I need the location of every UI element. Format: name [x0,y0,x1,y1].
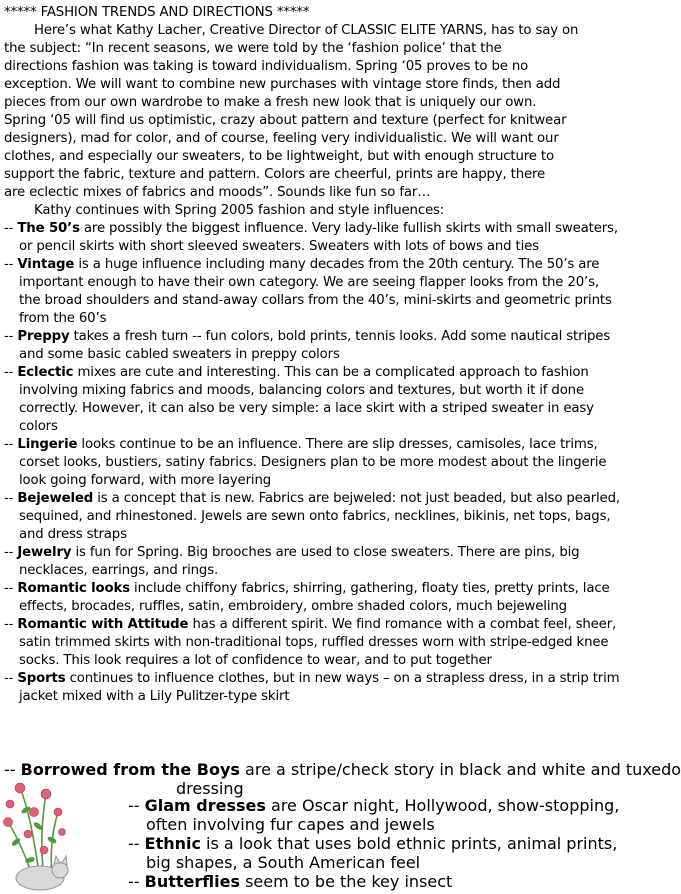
intro-line: Here’s what Kathy Lacher, Creative Director of CLASSIC ELITE YARNS, has to say on [34,23,579,38]
trend-term: Jewelry [17,545,72,560]
trend-text: include chiffony fabrics, shirring, gathering, floaty ties, pretty prints, lace effects, brocades, ruffles, satin, embroidery, ombre shaded colors, much bejeweling [19,581,610,614]
trend-term: Bejeweled [17,491,94,506]
list-item [4,544,622,580]
dash: -- [4,545,14,560]
intro-line: designers), mad for color, and of course, feeling very individualistic. We will want our [4,131,559,146]
dash: -- [4,257,14,272]
list-item [4,328,622,364]
trend-term: Ethnic [144,834,201,853]
dash: -- [4,437,14,452]
dash: -- [4,671,14,686]
dash: -- [4,329,14,344]
list-item [4,616,622,670]
trend-term: Lingerie [17,437,78,452]
list-item [4,220,622,256]
trend-text: is fun for Spring. Big brooches are used to close sweaters. There are pins, big necklaces, earrings, and rings. [19,545,580,578]
trend-term: The 50’s [17,221,80,236]
trend-text: continues to influence clothes, but in new ways – on a strapless dress, in a strip trim jacket mixed with a Lily Pulitzer-type skirt [19,671,620,704]
trend-text: is a concept that is new. Fabrics are bejweled: not just beaded, but also pearled, sequined, and rhinestoned. Jewels are sewn onto fabrics, necklines, bikinis, net tops, bags, and dress straps [19,491,620,542]
list-item [4,256,622,328]
list-item [4,760,681,779]
list-item [128,872,622,891]
trend-text: are Oscar night, Hollywood, show-stopping, often involving fur capes and jewels [146,796,620,834]
dash: -- [4,221,14,236]
list-item [4,490,622,544]
intro-line: directions fashion was taking is toward individualism. Spring ‘05 proves to be no [4,59,529,74]
dash: -- [128,796,140,815]
dash: -- [4,491,14,506]
dash: -- [4,617,14,632]
document-page [4,4,622,706]
dash: -- [4,760,16,779]
trend-text-continued: dressing [176,779,244,798]
trend-text: has a different spirit. We find romance with a combat feel, sheer, satin trimmed skirts with non-traditional tops, ruffled dresses worn with stripe-edged knee socks. This look requires a lot of confidence to wear, and to put together [19,617,617,668]
trend-list [4,220,622,706]
trend-text: is a look that uses bold ethnic prints, animal prints, big shapes, a South American feel [146,834,618,872]
list-item [4,364,622,436]
dash: -- [128,834,140,853]
intro-line: the subject: “In recent seasons, we were told by the ‘fashion police’ that the [4,41,502,56]
right-column-list [128,796,622,891]
trend-term: Glam dresses [144,796,266,815]
trend-term: Eclectic [17,365,74,380]
continues-line: Kathy continues with Spring 2005 fashion and style influences: [34,203,445,218]
dash: -- [4,365,14,380]
intro-line: clothes, and especially our sweaters, to be lightweight, but with enough structure to [4,149,554,164]
trend-term: Romantic with Attitude [17,617,189,632]
list-item [128,834,622,872]
trend-text: looks continue to be an influence. There are slip dresses, camisoles, lace trims, corset looks, bustiers, satiny fabrics. Designers plan to be more modest about the lingerie look going forward, with more layering [19,437,607,488]
trend-text: seem to be the key insect [239,872,453,891]
list-item [4,580,622,616]
intro-line: Spring ‘05 will find us optimistic, crazy about pattern and texture (perfect for knitwear [4,113,567,128]
trend-text: are a stripe/check story in black and white and tuxedo [239,760,681,779]
trend-term: Vintage [17,257,75,272]
trend-text: mixes are cute and interesting. This can be a complicated approach to fashion involving mixing fabrics and moods, balancing colors and textures, but worth it if done correctly. However, it can also be very simple: a lace skirt with a striped sweater in easy colors [19,365,594,434]
trend-term: Sports [17,671,66,686]
trend-text: is a huge influence including many decades from the 20th century. The 50’s are important enough to have their own category. We are seeing flapper looks from the 20’s, the broad shoulders and stand-away collars from the 40’s, mini-skirts and geometric prints from the 60’s [19,257,612,326]
dash: -- [128,872,140,891]
list-item [4,670,622,706]
list-item [4,436,622,490]
trend-term: Borrowed from the Boys [20,760,240,779]
intro-line: support the fabric, texture and pattern. Colors are cheerful, prints are happy, there [4,167,546,182]
page-heading: ***** FASHION TRENDS AND DIRECTIONS ***** [4,5,310,20]
intro-line: are eclectic mixes of fabrics and moods”. Sounds like fun so far… [4,185,431,200]
trend-term: Butterflies [144,872,240,891]
intro-line: exception. We will want to combine new purchases with vintage store finds, then add [4,77,561,92]
trend-text: are possibly the biggest influence. Very lady-like fullish skirts with small sweaters, or pencil skirts with short sleeved sweaters. Sweaters with lots of bows and ties [19,221,618,254]
trend-term: Romantic looks [17,581,130,596]
dash: -- [4,581,14,596]
trend-text: takes a fresh turn -- fun colors, bold prints, tennis looks. Add some nautical stripes and some basic cabled sweaters in preppy colors [19,329,611,362]
intro-line: pieces from our own wardrobe to make a fresh new look that is uniquely our own. [4,95,537,110]
trend-term: Preppy [17,329,70,344]
list-item [128,796,622,834]
roses-and-cat-clipart [0,782,120,894]
intro-paragraph [4,22,622,202]
